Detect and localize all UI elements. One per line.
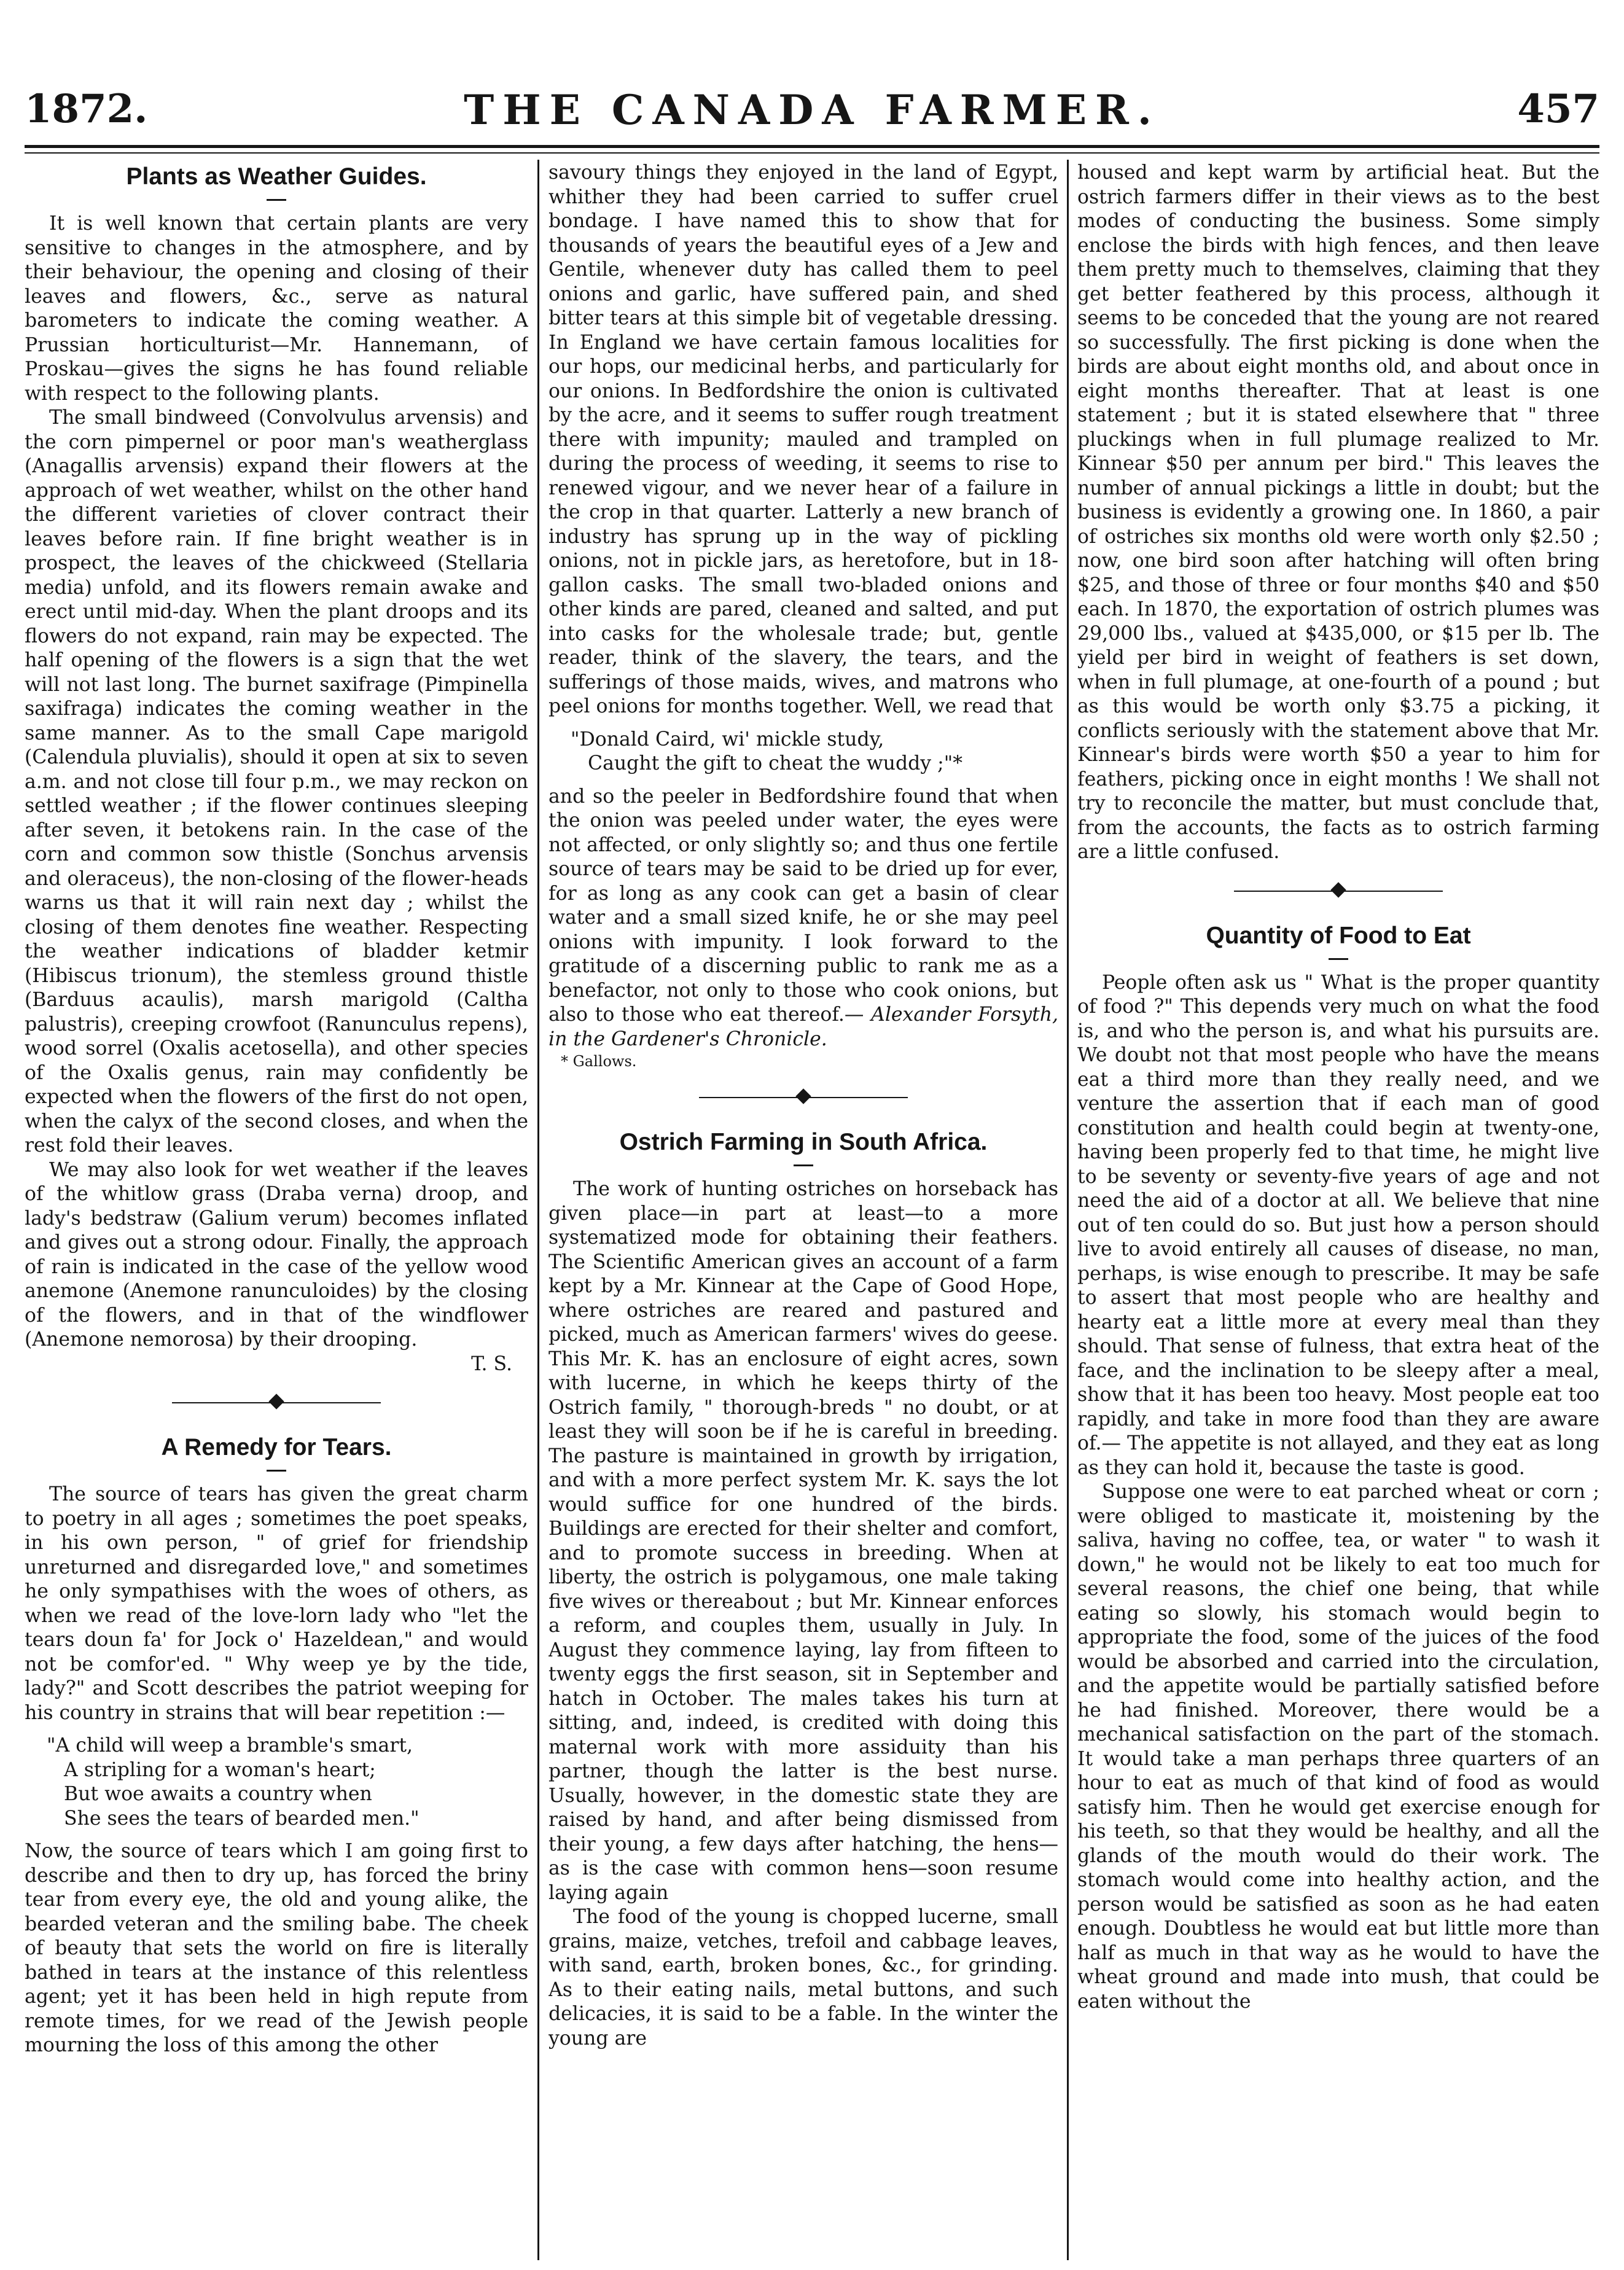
paragraph: The source of tears has given the great charm to poetry in all ages ; sometimes the poet speaks, in his own person, " of grief for friendship unreturned and disregarded love," and sometimes he only sympathises with the woes of others, as when we read of the love-lorn lady who "let the tears doun fa' for Jock o' Hazeldean," and would not be comfor'ed. " Why weep ye by the tide, lady?" and Scott describes the patriot weeping for his country in strains that will bear repetition :— [25, 1483, 528, 1724]
section-ornament [172, 1394, 381, 1412]
article-title-ostrich: Ostrich Farming in South Africa. [619, 1129, 988, 1155]
column-1 [25, 161, 528, 2261]
column-3 [1077, 161, 1599, 2261]
poem-quote [47, 1734, 528, 1831]
verse-line: "Donald Caird, wi' mickle study, [571, 728, 884, 751]
header-rule-thick [25, 145, 1599, 148]
verse-line: But woe awaits a country when [64, 1783, 372, 1805]
section-ornament [699, 1088, 908, 1107]
paragraph: Suppose one were to eat parched wheat or corn ; were obliged to masticate it, moistening by the saliva, having no coffee, tea, or water " to wash it down," he would not be likely to eat too much for several reasons, the chief one being, that while eating so slowly, his stomach would begin to appropriate the food, some of the juices of the food would be absorbed and carried into the circulation, and the appetite would be partially satisfied before he had finished. Moreover, there would be a mechanical satisfaction on the part of the stomach. It would take a man perhaps three quarters of an hour to eat as much of that kind of food as would satisfy him. Then he would get exercise enough for his teeth, so that they would be healthy, and all the glands of the mouth would do their work. The stomach would come into healthy action, and the person would be satisfied as soon as he had eaten enough. Doubtless he would eat but little more than half as much in that way as he would to have the wheat ground and made into mush, that could be eaten without the [1077, 1481, 1599, 2013]
paragraph: People often ask us " What is the proper quantity of food ?" This depends very much on what the food is, and who the person is, and what his pursuits are. We doubt not that most people who have the means eat a third more than they really need, and we venture the assertion that if each man of good constitution and health could begin at twenty-one, having been properly fed to that time, he might live to be seventy or seventy-five years of age and not need the aid of a doctor at all. We believe that nine out of ten could do so. But just how a person should live to avoid entirely all causes of disease, no man, perhaps, is wise enough to prescribe. It may be safe to assert that most people who are healthy and hearty eat a little more at every meal than they should. That sense of fulness, that extra heat of the face, and the inclination to be sleepy after a meal, show that it has been too heavy. Most people eat too rapidly, and take in more food than they are aware of.— The appetite is not allayed, and they eat as long as they can hold it, because the taste is good. [1077, 971, 1599, 1479]
poem-quote [571, 728, 1058, 776]
paragraph: The small bindweed (Convolvulus arvensis) and the corn pimpernel or poor man's weatherglass (Anagallis arvensis) expand their flowers at the approach of wet weather, whilst on the other hand the different varieties of clover contract their leaves before rain. If fine bright weather is in prospect, the leaves of the chickweed (Stellaria media) unfold, and its flowers remain awake and erect until mid-day. When the plant droops and its flowers do not expand, rain may be expected. The half opening of the flowers is a sign that the wet will not last long. The burnet saxifrage (Pimpinella saxifraga) indicates the coming weather in the same manner. As to the small Cape marigold (Calendula pluvialis), should it open at six to seven a.m. and not close till four p.m., we may reckon on settled weather ; if the flower continues sleeping after seven, it betokens rain. In the case of the corn and common sow thistle (Sonchus arvensis and oleraceus), the non-closing of the flower-heads warns us that it will rain next day ; whilst the closing of them denotes fine weather. Respecting the weather indications of bladder ketmir (Hibiscus trionum), the stemless ground thistle (Barduus acaulis), marsh marigold (Caltha palustris), creeping crowfoot (Ranunculus repens), wood sorrel (Oxalis acetosella), and other species of the Oxalis genus, rain may confidently be expected when the flowers of the first do not open, when the calyx of the second closes, and when the rest fold their leaves. [25, 407, 528, 1156]
column-divider [537, 160, 539, 2260]
title-dash [267, 199, 286, 201]
verse-line: Caught the gift to cheat the wuddy ;"* [588, 752, 962, 774]
paragraph-text: and so the peeler in Bedfordshire found that when the onion was peeled under water, the eyes were not affected, or only slightly so; and thus one fertile source of tears may be said to be dried up for ever, for as long as any cook can get a basin of clear water and a small sized knife, he or she may peel onions with impunity. I look forward to the gratitude of a discerning public to rank me as a benefactor, not only to those who cook onions, but also to those who eat thereof.— [548, 785, 1058, 1026]
title-dash [794, 1164, 813, 1166]
paragraph: We may also look for wet weather if the leaves of the whitlow grass (Draba verna) droop, and lady's bedstraw (Galium verum) becomes inflated and gives out a strong odour. Finally, the approach of rain is indicated in the case of the yellow wood anemone (Anemone ranunculoides) by the closing of the flowers, and in that of the windflower (Anemone nemorosa) by their drooping. [25, 1158, 528, 1351]
paragraph: savoury things they enjoyed in the land of Egypt, whither they had been carried to suffer cruel bondage. I have named this to show that for thousands of years the beautiful eyes of a Jew and Gentile, whenever duty has called them to peel onions and garlic, have suffered pain, and shed bitter tears at this simple bit of vegetable dressing. In England we have certain famous localities for our hops, our medicinal herbs, and particularly for our onions. In Bedfordshire the onion is cultivated by the acre, and it seems to suffer rough treatment there with impunity; mauled and trampled on during the process of weeding, it seems to rise to renewed vigour, and we never hear of a failure in the crop in that quarter. Latterly a new branch of industry has sprung up in the way of pickling onions, not in pickle jars, as heretofore, but in 18-gallon casks. The small two-bladed onions and other kinds are pared, cleaned and salted, and put into casks for the wholesale trade; but, gentle reader, think of the slavery, the tears, and the sufferings of those maids, wives, and matrons who peel onions for months together. Well, we read that [548, 162, 1058, 717]
verse-line: A stripling for a woman's heart; [64, 1758, 376, 1781]
paragraph: The work of hunting ostriches on horseback has given place—in part at least—to a more systematized mode for obtaining their feathers. The Scientific American gives an account of a farm kept by a Mr. Kinnear at the Cape of Good Hope, where ostriches are reared and pastured and picked, much as American farmers' wives do geese. This Mr. K. has an enclosure of eight acres, sown with lucerne, in which he keeps thirty of the Ostrich family, " thorough-breds " no doubt, or at least they will soon be if he is careful in breeding. The pasture is maintained in growth by irrigation, and with a more perfect system Mr. K. says the lot would suffice for one hundred of the birds. Buildings are erected for their shelter and comfort, and to promote success in breeding. When at liberty, the ostrich is polygamous, one male taking five wives or thereabout ; but Mr. Kinnear enforces a reform, and couples them, usually in July. In August they commence laying, lay from fifteen to twenty eggs the first season, sit in September and hatch in October. The males takes his turn at sitting, and, indeed, is credited with doing this maternal work with more assiduity than his partner, though the latter is the best nurse. Usually, however, in the domestic state they are raised by hand, and after being dismissed from their young, a few days after hatching, the hens—as is the case with common hens—soon resume laying again [548, 1178, 1058, 1904]
paragraph [548, 785, 1058, 1052]
verse-line: "A child will weep a bramble's smart, [47, 1734, 413, 1757]
paragraph: Now, the source of tears which I am going first to describe and then to dry up, has forced the briny tear from every eye, the old and young alike, the bearded veteran and the smiling babe. The cheek of beauty that sets the world on fire is literally bathed in tears at the instance of this relentless agent; yet it has been held in high repute from remote times, for we read of the Jewish people mourning the loss of this among the other [25, 1840, 528, 2056]
article-title-food: Quantity of Food to Eat [1206, 922, 1471, 949]
masthead [25, 86, 1599, 141]
footnote: * Gallows. [561, 1053, 637, 1070]
title-dash [1329, 958, 1348, 960]
article-title-plants: Plants as Weather Guides. [126, 163, 427, 190]
author-signature: T. S. [471, 1352, 512, 1375]
newspaper-title: THE CANADA FARMER. [464, 86, 1160, 134]
header-year: 1872. [25, 86, 148, 132]
section-ornament [1234, 882, 1443, 900]
verse-line: She sees the tears of bearded men." [64, 1807, 420, 1830]
paragraph: The food of the young is chopped lucerne, small grains, maize, vetches, trefoil and cabbage leaves, with sand, earth, broken bones, &c., for grinding. As to their eating nails, metal buttons, and such delicacies, it is said to be a fable. In the winter the young are [548, 1906, 1058, 2050]
header-rule-thin [25, 152, 1599, 154]
title-dash [267, 1470, 286, 1472]
page-number: 457 [1517, 86, 1599, 132]
article-title-tears: A Remedy for Tears. [161, 1434, 392, 1461]
paragraph: It is well known that certain plants are very sensitive to changes in the atmosphere, and by their behaviour, the opening and closing of their leaves and flowers, &c., serve as natural barometers to indicate the coming weather. A Prussian horticulturist—Mr. Hannemann, of Proskau—gives the signs he has found reliable with respect to the following plants. [25, 213, 528, 405]
column-divider [1067, 160, 1069, 2260]
column-2 [548, 161, 1058, 2261]
article-credit: Alexander Forsyth, in the Gardener's Chronicle. [548, 1004, 1058, 1050]
paragraph: housed and kept warm by artificial heat. But the ostrich farmers differ in their views as to the best modes of conducting the business. Some simply enclose the birds with high fences, and then leave them pretty much to themselves, claiming that they get better feathered by this process, although it seems to be conceded that the young are not reared so successfully. The first picking is done when the birds are about eight months old, and about once in eight months thereafter. That at least is one statement ; but it is stated elsewhere that " three pluckings when in full plumage realized to Mr. Kinnear $50 per annum per bird." This leaves the number of annual pickings a little in doubt; but the business is evidently a growing one. In 1860, a pair of ostriches six months old were worth only $2.50 ; now, one bird soon after hatching will often bring $25, and those of three or four months $40 and $50 each. In 1870, the exportation of ostrich plumes was 29,000 lbs., valued at $435,000, or $15 per lb. The yield per bird in weight of feathers is set down, when in full plumage, at one-fourth of a pound ; but as this would be worth only $3.75 a picking, it conflicts seriously with the statement above that Mr. Kinnear's birds were worth $50 a year to him for feathers, picking once in eight months ! We shall not try to reconcile the matter, but must conclude that, from the accounts, the facts as to ostrich farming are a little confused. [1077, 162, 1599, 863]
